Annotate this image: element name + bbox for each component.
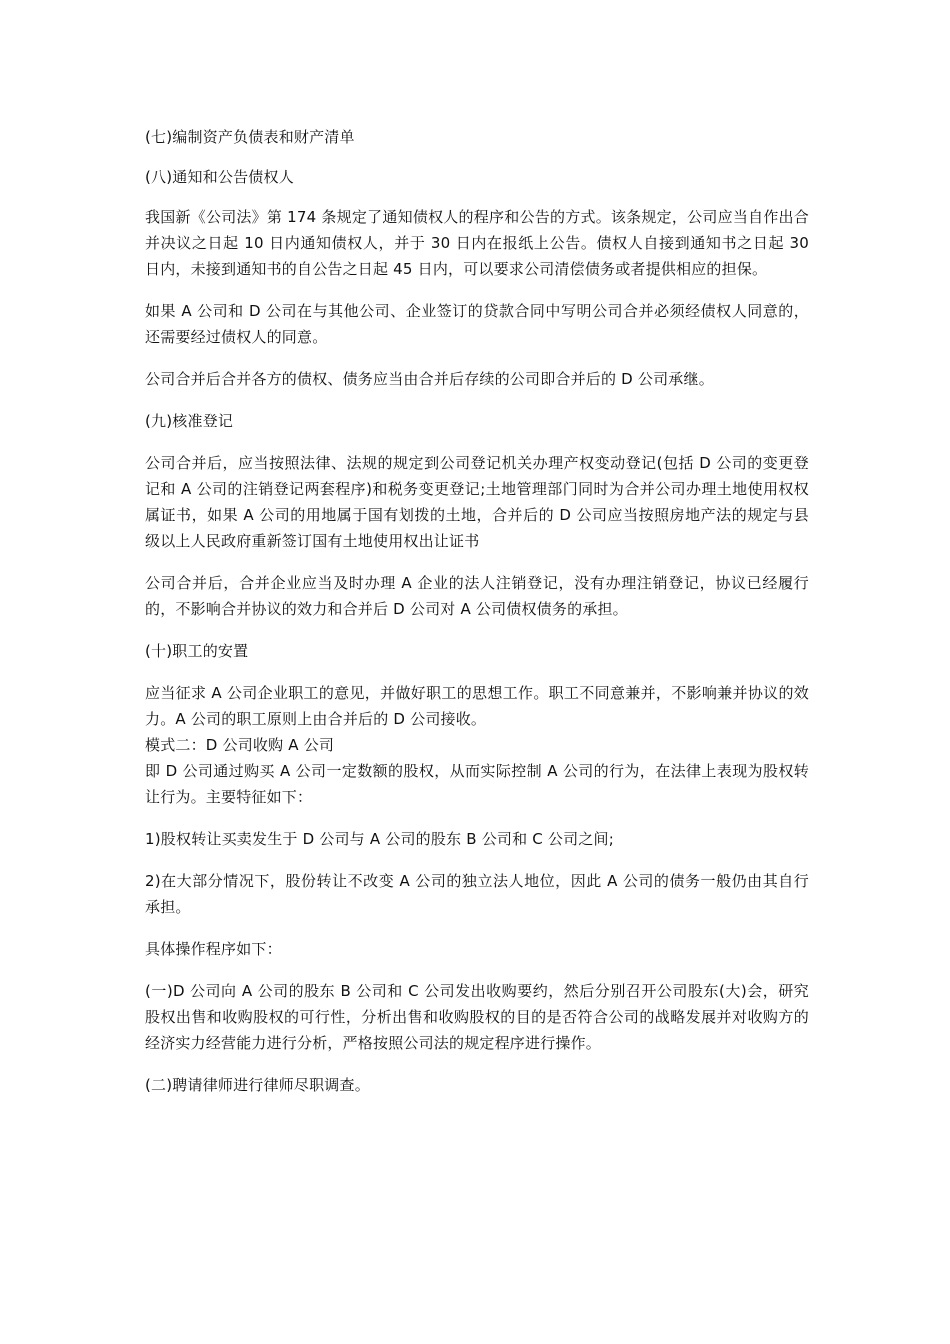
- section-heading-10: (十)职工的安置: [145, 642, 249, 660]
- section-heading-9: (九)核准登记: [145, 412, 234, 430]
- mode-two-heading: 模式二：D 公司收购 A 公司: [145, 736, 335, 754]
- paragraph-deregistration: 公司合并后，合并企业应当及时办理 A 企业的法人注销登记，没有办理注销登记，协议已经履行的，不影响合并协议的效力和合并后 D 公司对 A 公司债权债务的承担。: [145, 574, 809, 618]
- paragraph-acquisition-definition: 即 D 公司通过购买 A 公司一定数额的股权，从而实际控制 A 公司的行为，在法律上表现为股权转让行为。主要特征如下：: [145, 762, 809, 806]
- document-body: [145, 124, 809, 1098]
- procedure-heading: 具体操作程序如下：: [145, 940, 282, 958]
- section-heading-7: (七)编制资产负债表和财产清单: [145, 128, 355, 146]
- section-heading-8: (八)通知和公告债权人: [145, 168, 294, 186]
- procedure-step-1: (一)D 公司向 A 公司的股东 B 公司和 C 公司发出收购要约，然后分别召开公司股东(大)会，研究股权出售和收购股权的可行性，分析出售和收购股权的目的是否符合公司的战略发展并对收购方的经济实力经营能力进行分析，严格按照公司法的规定程序进行操作。: [145, 982, 809, 1052]
- paragraph-creditor-notice: 我国新《公司法》第 174 条规定了通知债权人的程序和公告的方式。该条规定，公司应当自作出合并决议之日起 10 日内通知债权人，并于 30 日内在报纸上公告。债权人自接到通知书之日起 30 日内，未接到通知书的自公告之日起 45 日内，可以要求公司清偿债务或者提供相应的担保。: [145, 208, 809, 278]
- procedure-step-2: (二)聘请律师进行律师尽职调查。: [145, 1076, 370, 1094]
- feature-item-1: 1)股权转让买卖发生于 D 公司与 A 公司的股东 B 公司和 C 公司之间;: [145, 830, 614, 848]
- feature-item-2: 2)在大部分情况下，股份转让不改变 A 公司的独立法人地位，因此 A 公司的债务一般仍由其自行承担。: [145, 872, 809, 916]
- paragraph-debt-succession: 公司合并后合并各方的债权、债务应当由合并后存续的公司即合并后的 D 公司承继。: [145, 370, 714, 388]
- paragraph-creditor-consent: 如果 A 公司和 D 公司在与其他公司、企业签订的贷款合同中写明公司合并必须经债权人同意的，还需要经过债权人的同意。: [145, 302, 809, 346]
- paragraph-registration: 公司合并后，应当按照法律、法规的规定到公司登记机关办理产权变动登记(包括 D 公司的变更登记和 A 公司的注销登记两套程序)和税务变更登记;土地管理部门同时为合并公司办理土地使用权权属证书，如果 A 公司的用地属于国有划拨的土地，合并后的 D 公司应当按照房地产法的规定与县级以上人民政府重新签订国有土地使用权出让证书: [145, 454, 809, 550]
- paragraph-staff: 应当征求 A 公司企业职工的意见，并做好职工的思想工作。职工不同意兼并，不影响兼并协议的效力。A 公司的职工原则上由合并后的 D 公司接收。: [145, 684, 809, 728]
